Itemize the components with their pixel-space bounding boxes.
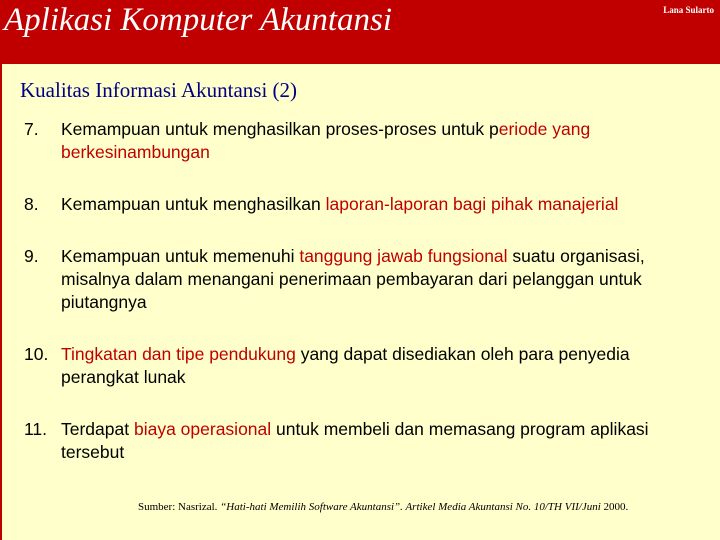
list-item-10 [24,343,704,389]
item-highlight: Tingkatan dan tipe pendukung [61,344,296,364]
item-number: 8. [24,194,39,214]
item-text-after: yang dapat disediakan oleh para penyedia perangkat lunak [61,344,630,387]
item-number: 10. [24,344,49,364]
left-border [0,64,2,540]
section-subtitle: Kualitas Informasi Akuntansi (2) [20,78,298,102]
item-number: 11. [24,419,48,439]
item-highlight: eriode yang berkesinambungan [61,119,591,162]
item-highlight: tanggung jawab fungsional [299,246,508,266]
source-citation [138,501,628,513]
source-prefix: Sumber: Nasrizal. [138,501,221,513]
item-text: Kemampuan untuk menghasilkan [61,194,326,214]
list-item-7 [24,118,704,164]
item-text-after: untuk membeli dan memasang program aplikasi tersebut [61,419,649,462]
item-text: Kemampuan untuk menghasilkan proses-proses untuk p [61,119,499,139]
list-item-11 [24,418,704,464]
list-item-9 [24,245,704,314]
item-highlight: biaya operasional [133,419,272,439]
item-highlight: laporan-laporan bagi pihak manajerial [325,194,619,214]
list-item-8 [24,193,704,216]
source-title: “Hati-hati Memilih Software Akuntansi”. Artikel Media Akuntansi No. 10/TH VII/Juni [220,501,601,513]
item-text: Terdapat [61,419,134,439]
header-bar [0,0,720,64]
item-number: 9. [24,246,39,266]
item-text: Kemampuan untuk memenuhi [61,246,300,266]
item-number: 7. [24,119,39,139]
author-label: Lana Sularto [663,5,714,15]
item-text-after: suatu organisasi, misalnya dalam menangani penerimaan pembayaran dari pelanggan untuk piutangnya [61,246,645,312]
slide-title: Aplikasi Komputer Akuntansi [4,2,393,38]
quality-list [24,118,704,464]
source-suffix: 2000. [600,501,629,513]
